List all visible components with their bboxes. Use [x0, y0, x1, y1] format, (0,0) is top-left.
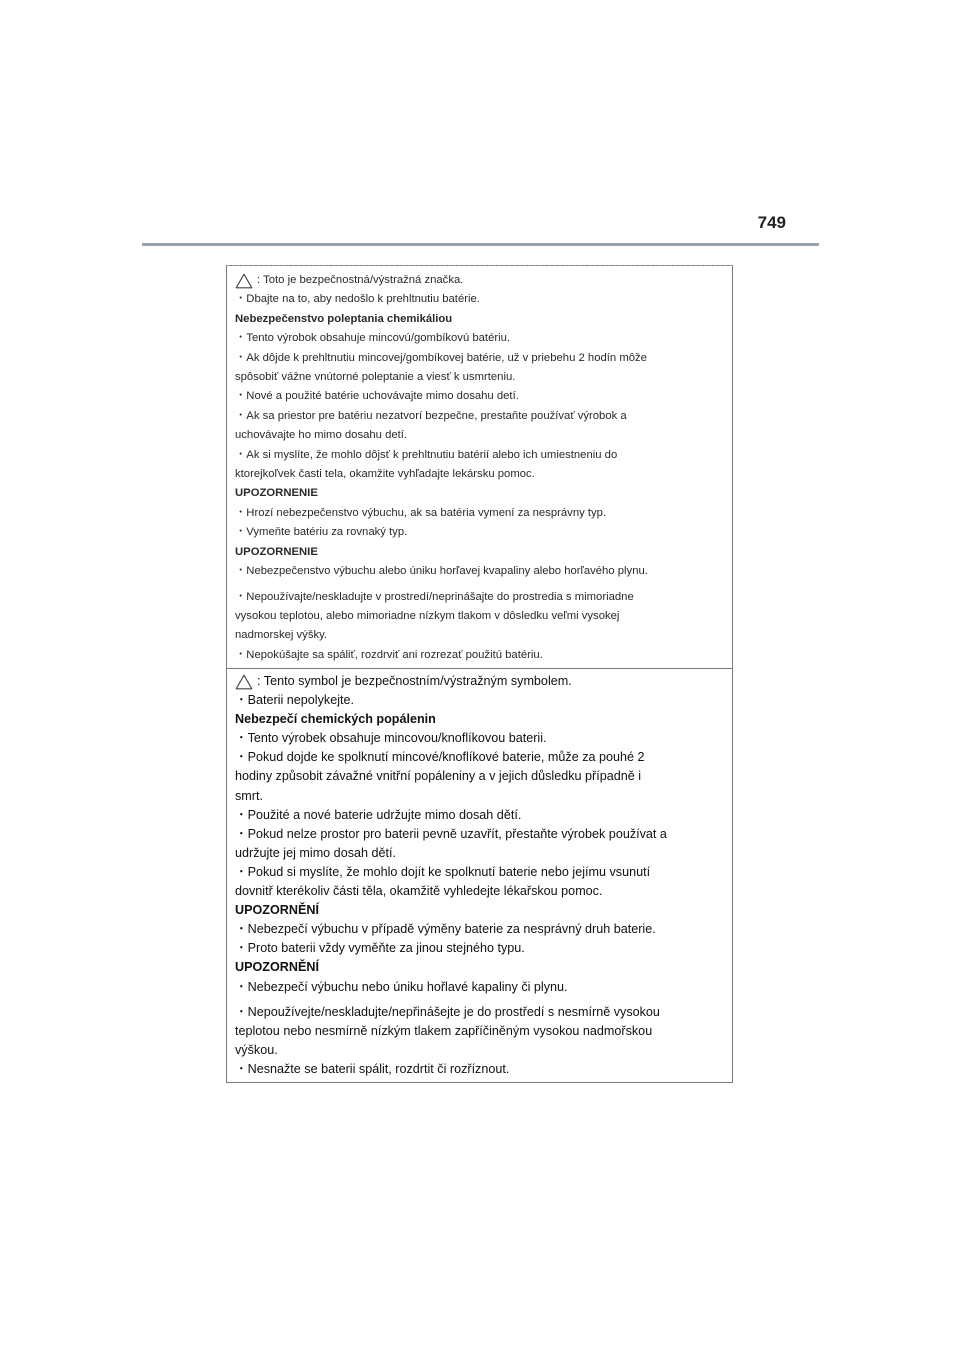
cz-line: ・Nebezpečí výbuchu v případě výměny baterie za nesprávný druh baterie. [235, 922, 656, 937]
page-number: 749 [757, 213, 786, 232]
cz-line: smrt. [235, 788, 263, 803]
sk-line: uchovávajte ho mimo dosahu detí. [235, 429, 408, 442]
cz-line: ・Pokud si myslíte, že mohlo dojít ke spolknutí baterie nebo jejímu vsunutí [235, 864, 651, 879]
cz-line: ・Nesnažte se baterii spálit, rozdrtit či rozříznout. [235, 1061, 510, 1076]
sk-line: ・Ak dôjde k prehltnutiu mincovej/gombíkovej batérie, už v priebehu 2 hodín môže [235, 351, 647, 364]
sk-line: ・Nepokúšajte sa spáliť, rozdrviť ani rozrezať použitú batériu. [235, 648, 543, 661]
cz-line: udržujte jej mimo dosah dětí. [235, 845, 397, 860]
czech-symbol-line [235, 672, 724, 691]
cz-line: hodiny způsobit závažné vnitřní popáleniny a v jejich důsledku případně i [235, 769, 642, 784]
slovak-symbol-text: : Toto je bezpečnostná/výstražná značka. [257, 274, 464, 286]
warning-triangle-icon [235, 674, 253, 690]
header-rule [142, 243, 819, 246]
sk-line: nadmorskej výšky. [235, 629, 328, 642]
cz-line: ・Pokud nelze prostor pro baterii pevně uzavřít, přestaňte výrobek používat a [235, 826, 667, 841]
cz-line: ・Nepoužívejte/neskladujte/nepřinášejte je do prostředí s nesmírně vysokou [235, 1004, 660, 1019]
warning-triangle-icon [235, 273, 253, 289]
sk-line: ・Nové a použité batérie uchovávajte mimo dosahu detí. [235, 390, 519, 403]
sk-line: ・Tento výrobok obsahuje mincovú/gombíkovú batériu. [235, 332, 511, 345]
sk-line: ・Dbajte na to, aby nedošlo k prehltnutiu batérie. [235, 293, 480, 306]
slovak-warning-section [227, 266, 732, 668]
cz-line: ・Baterii nepolykejte. [235, 693, 355, 708]
sk-line: ・Hrozí nebezpečenstvo výbuchu, ak sa batéria vymení za nesprávny typ. [235, 506, 607, 519]
cz-line: teplotou nebo nesmírně nízkým tlakem zapříčiněným vysokou nadmořskou [235, 1023, 653, 1038]
sk-line: vysokou teplotou, alebo mimoriadne nízkym tlakom v dôsledku veľmi vysokej [235, 609, 620, 622]
sk-line: ・Ak sa priestor pre batériu nezatvorí bezpečne, prestaňte používať výrobok a [235, 409, 627, 422]
box-top-dashed-border [227, 265, 732, 266]
cz-line: ・Proto baterii vždy vyměňte za jinou stejného typu. [235, 941, 525, 956]
sk-line: ・Nebezpečenstvo výbuchu alebo úniku horľavej kvapaliny alebo horľavého plynu. [235, 565, 648, 578]
cz-line: ・Tento výrobek obsahuje mincovou/knoflíkovou baterii. [235, 731, 547, 746]
cz-heading-caution: UPOZORNĚNÍ [235, 903, 319, 918]
cz-line: ・Použité a nové baterie udržujte mimo dosah dětí. [235, 807, 522, 822]
czech-warning-section [227, 668, 732, 1082]
cz-line: ・Pokud dojde ke spolknutí mincové/knoflíkové baterie, může za pouhé 2 [235, 750, 645, 765]
sk-line: ・Vymeňte batériu za rovnaký typ. [235, 526, 408, 539]
sk-line: spôsobiť vážne vnútorné poleptanie a viesť k usmrteniu. [235, 371, 516, 384]
sk-heading-caution: UPOZORNENIE [235, 487, 318, 500]
cz-heading-chemical-burn: Nebezpečí chemických popálenin [235, 712, 436, 727]
slovak-symbol-line [235, 271, 724, 290]
cz-line: ・Nebezpečí výbuchu nebo úniku hořlavé kapaliny či plynu. [235, 979, 568, 994]
cz-heading-caution: UPOZORNĚNÍ [235, 960, 319, 975]
sk-heading-chemical-burn: Nebezpečenstvo poleptania chemikáliou [235, 312, 453, 325]
sk-line: ktorejkoľvek časti tela, okamžite vyhľadajte lekársku pomoc. [235, 468, 535, 481]
sk-line: ・Ak si myslíte, že mohlo dôjsť k prehltnutiu batérií alebo ich umiestneniu do [235, 448, 618, 461]
sk-heading-caution: UPOZORNENIE [235, 545, 318, 558]
cz-line: výškou. [235, 1042, 278, 1057]
cz-line: dovnitř kterékoliv části těla, okamžitě vyhledejte lékařskou pomoc. [235, 884, 603, 899]
battery-warning-box [226, 265, 733, 1083]
czech-symbol-text: : Tento symbol je bezpečnostním/výstražným symbolem. [257, 674, 572, 688]
sk-line: ・Nepoužívajte/neskladujte v prostredí/neprinášajte do prostredia s mimoriadne [235, 590, 634, 603]
